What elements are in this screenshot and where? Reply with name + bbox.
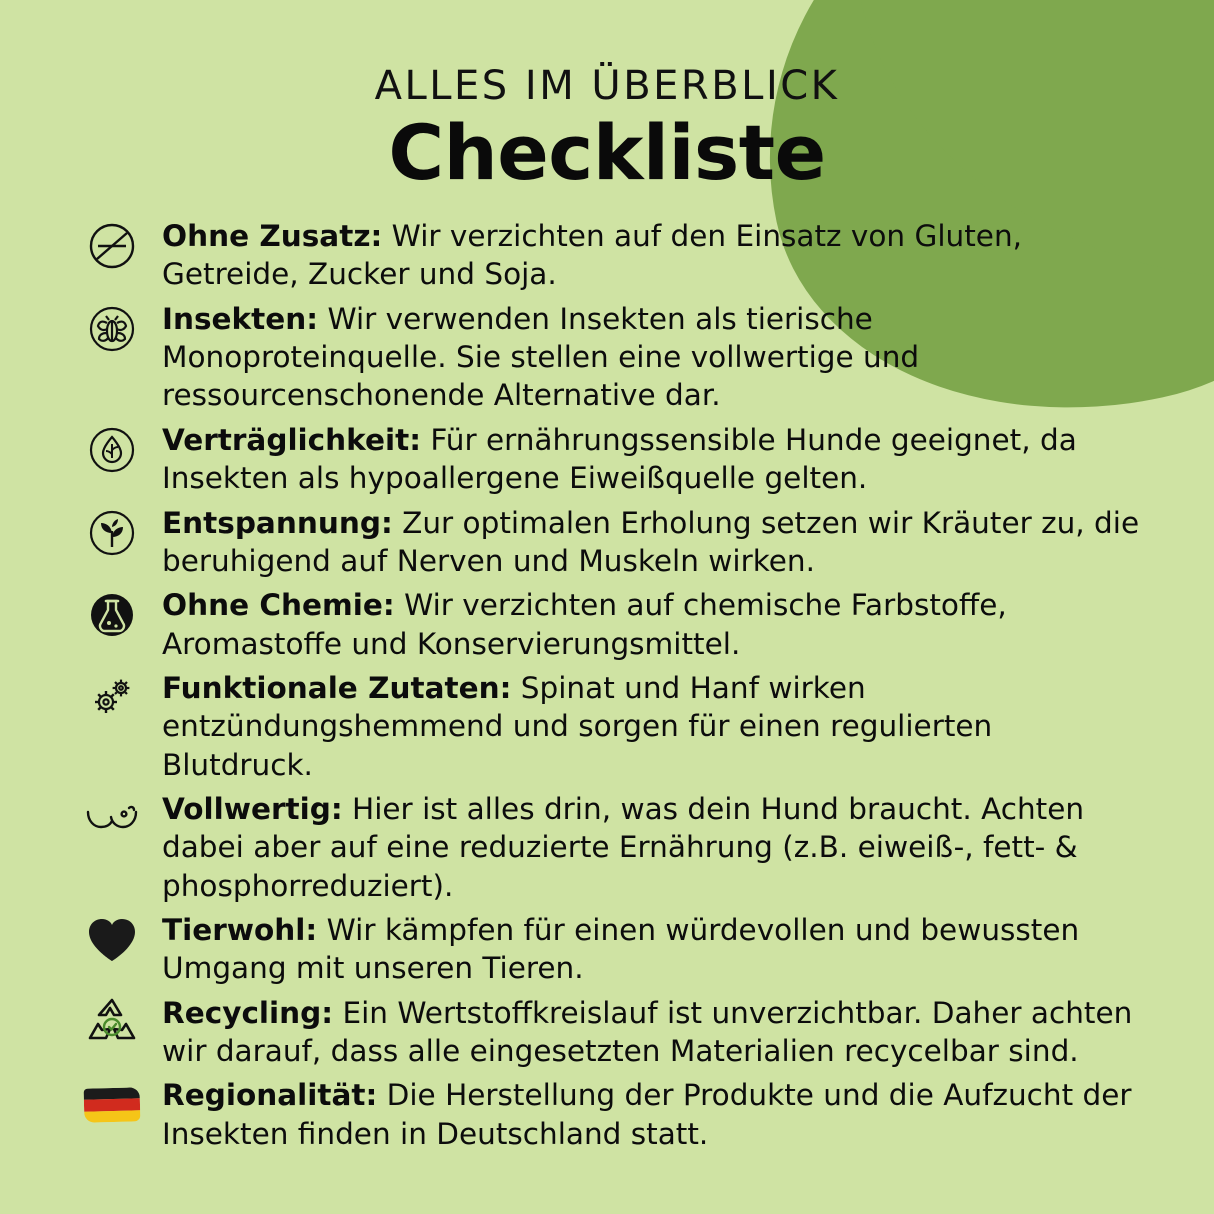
list-item <box>76 786 1152 905</box>
no-additives-icon <box>76 213 148 277</box>
list-item-body: Ein Wertstoffkreislauf ist unverzichtbar. Daher achten wir darauf, dass alle eingesetzten Materialien recycelbar sind. <box>162 995 1133 1068</box>
droplet-icon <box>76 417 148 481</box>
dog-bowl-icon <box>76 786 148 850</box>
list-item <box>76 1072 1152 1153</box>
insect-icon <box>76 296 148 360</box>
list-item-lead: Vollwertig: <box>162 791 343 826</box>
list-item-text <box>162 213 1152 294</box>
leaf-icon <box>76 500 148 564</box>
list-item-text <box>162 786 1152 905</box>
list-item-lead: Ohne Chemie: <box>162 588 395 623</box>
list-item-text <box>162 990 1152 1071</box>
list-item <box>76 500 1152 581</box>
list-item-lead: Tierwohl: <box>162 912 318 947</box>
list-item <box>76 296 1152 415</box>
list-item-lead: Entspannung: <box>162 505 393 540</box>
list-item-body: Zur optimalen Erholung setzen wir Kräuter zu, die beruhigend auf Nerven und Muskeln wirken. <box>162 505 1140 578</box>
list-item-body: Wir verzichten auf chemische Farbstoffe, Aromastoffe und Konservierungsmittel. <box>162 588 1007 661</box>
list-item-text <box>162 417 1152 498</box>
list-item-text <box>162 582 1152 663</box>
list-item-text <box>162 665 1152 784</box>
list-item-body: Spinat und Hanf wirken entzündungshemmend und sorgen für einen regulierten Blutdruck. <box>162 670 993 782</box>
gears-icon <box>76 665 148 729</box>
list-item-text <box>162 500 1152 581</box>
list-item <box>76 417 1152 498</box>
list-item-body: Wir kämpfen für einen würdevollen und bewussten Umgang mit unseren Tieren. <box>162 912 1080 986</box>
list-item-lead: Funktionale Zutaten: <box>162 670 512 705</box>
list-item-lead: Insekten: <box>162 301 319 336</box>
list-item-text <box>162 1072 1152 1153</box>
list-item <box>76 907 1152 988</box>
list-item-body: Die Herstellung der Produkte und die Aufzucht der Insekten finden in Deutschland statt. <box>162 1078 1132 1151</box>
page-title: Checkliste <box>388 108 826 197</box>
list-item-body: Für ernährungssensible Hunde geeignet, da Insekten als hypoallergene Eiweißquelle gelten. <box>162 422 1077 496</box>
list-item-body: Hier ist alles drin, was dein Hund braucht. Achten dabei aber auf eine reduzierte Ernährung (z.B. eiweiß-, fett- & phosphorreduziert). <box>162 791 1085 903</box>
list-item-lead: Recycling: <box>162 995 334 1030</box>
list-item <box>76 665 1152 784</box>
flask-icon <box>76 582 148 646</box>
list-item-body: Wir verwenden Insekten als tierische Monoproteinquelle. Sie stellen eine vollwertige und ressourcenschonende Alternative dar. <box>162 301 920 413</box>
german-flag-icon <box>76 1072 148 1136</box>
recycling-icon <box>76 990 148 1054</box>
list-item-lead: Ohne Zusatz: <box>162 219 383 254</box>
list-item-text <box>162 907 1152 988</box>
page-kicker: ALLES IM ÜBERBLICK <box>374 63 840 109</box>
list-item <box>76 213 1152 294</box>
list-item-lead: Verträglichkeit: <box>162 422 422 457</box>
page-header <box>58 64 1156 195</box>
list-item-lead: Regionalität: <box>162 1078 378 1113</box>
heart-icon <box>76 907 148 971</box>
list-item <box>76 582 1152 663</box>
list-item <box>76 990 1152 1071</box>
list-item-text <box>162 296 1152 415</box>
list-item-body: Wir verzichten auf den Einsatz von Gluten, Getreide, Zucker und Soja. <box>162 219 1023 292</box>
checklist-items <box>58 213 1156 1153</box>
